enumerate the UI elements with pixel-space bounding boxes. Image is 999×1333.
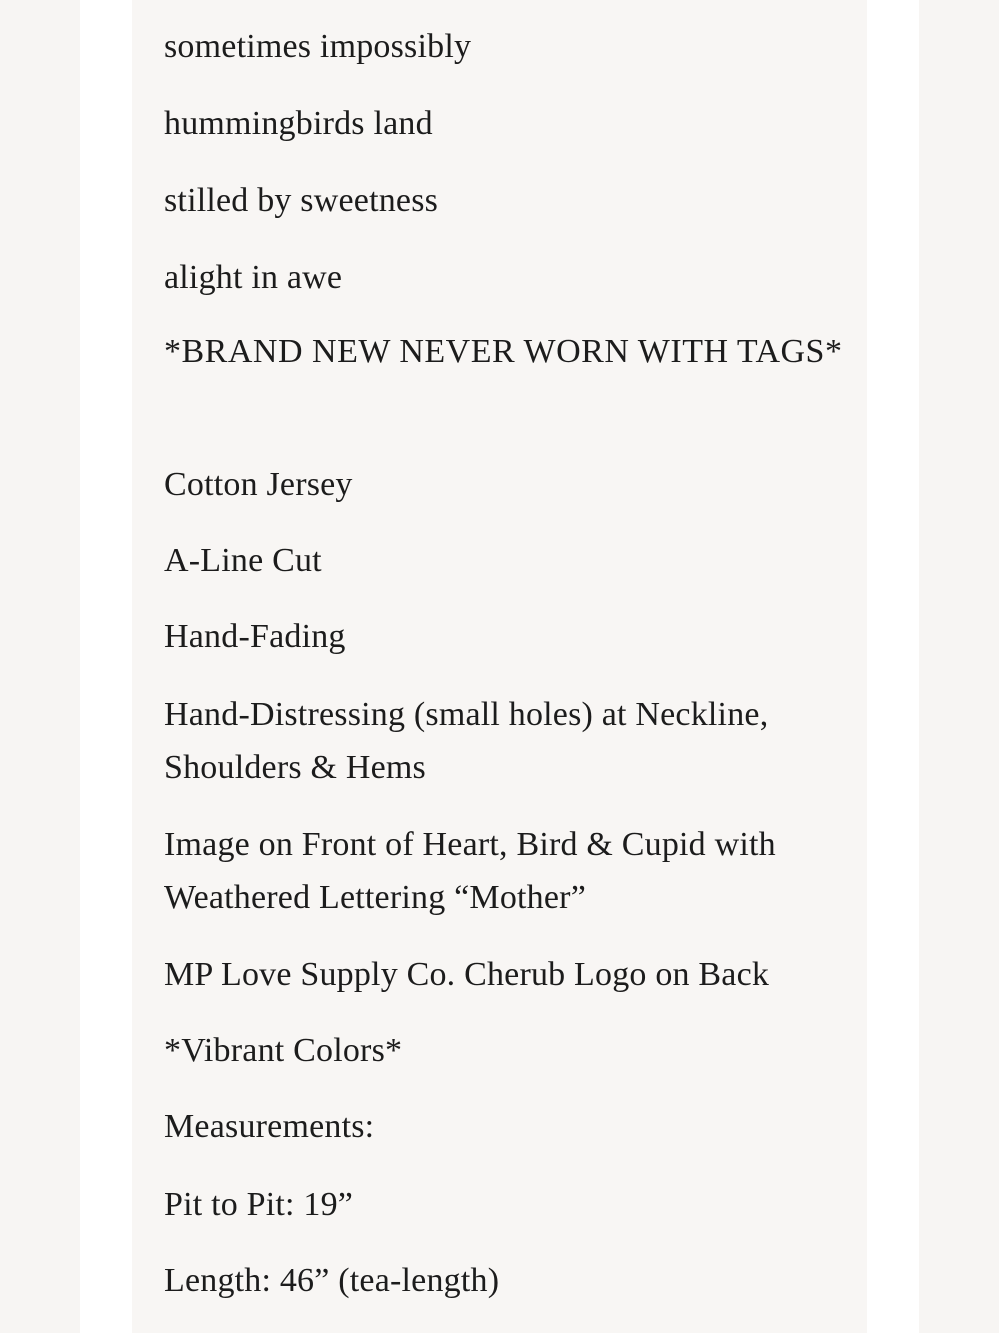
feature-cut: A-Line Cut	[164, 542, 322, 579]
feature-fabric: Cotton Jersey	[164, 466, 353, 503]
right-border-band	[867, 0, 919, 1333]
feature-front-image: Image on Front of Heart, Bird & Cupid with Weathered Lettering “Mother”	[164, 826, 776, 916]
left-border-band	[80, 0, 132, 1333]
feature-back-logo: MP Love Supply Co. Cherub Logo on Back	[164, 956, 770, 993]
measurement-pit-to-pit: Pit to Pit: 19”	[164, 1186, 354, 1223]
feature-fading: Hand-Fading	[164, 618, 346, 655]
measurements-heading: Measurements:	[164, 1108, 375, 1145]
poem-line-3: stilled by sweetness	[164, 182, 439, 219]
feature-distressing: Hand-Distressing (small holes) at Neckline, Shoulders & Hems	[164, 696, 769, 786]
condition-notice: *BRAND NEW NEVER WORN WITH TAGS*	[164, 333, 843, 370]
feature-colors: *Vibrant Colors*	[164, 1032, 403, 1069]
poem-line-4: alight in awe	[164, 259, 343, 296]
outer-right-margin	[919, 0, 999, 1333]
outer-left-margin	[0, 0, 80, 1333]
poem-line-1: sometimes impossibly	[164, 28, 472, 65]
poem-line-2: hummingbirds land	[164, 105, 433, 142]
measurement-length: Length: 46” (tea-length)	[164, 1262, 500, 1299]
